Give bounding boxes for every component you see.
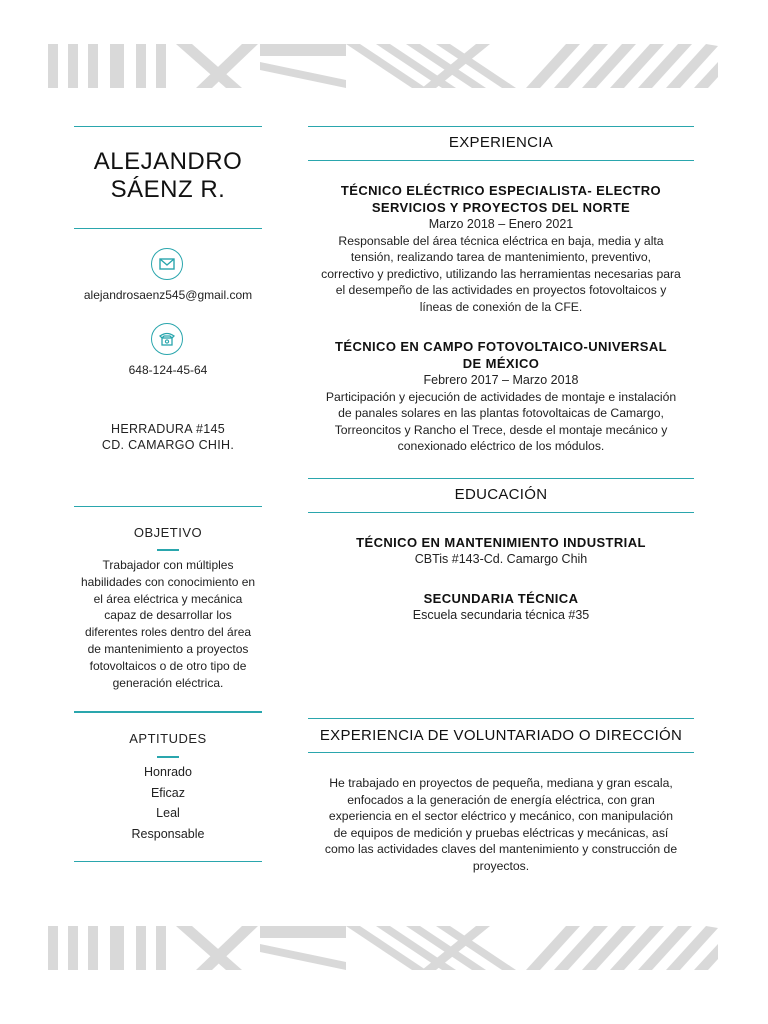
name-line-1: ALEJANDRO xyxy=(93,148,243,175)
objective-line: diferentes roles dentro del área xyxy=(84,625,252,640)
job-dates: Febrero 2017 – Marzo 2018 xyxy=(423,373,579,387)
phone-text[interactable]: 648-124-45-64 xyxy=(128,363,208,377)
education-entry xyxy=(308,534,694,568)
candidate-name xyxy=(74,148,262,204)
volunteer-line: experiencia en el sector eléctrico y mecánico, con manipulación xyxy=(328,809,674,824)
divider xyxy=(74,126,262,127)
objective-heading: OBJETIVO xyxy=(133,525,203,540)
skills-list xyxy=(74,762,262,844)
divider xyxy=(308,160,694,161)
divider xyxy=(74,861,262,862)
skill-item: Leal xyxy=(156,806,180,820)
job-desc-line: Participación y ejecución de actividades de montaje e instalación xyxy=(325,389,677,404)
experience-heading: EXPERIENCIA xyxy=(448,134,554,151)
job-entry xyxy=(308,182,694,315)
objective-line: generación eléctrica. xyxy=(112,675,224,690)
objective-line: fotovoltaicos o de otro tipo de xyxy=(89,658,247,673)
objective-line: de mantenimiento a proyectos xyxy=(87,641,249,656)
top-decorative-band xyxy=(46,44,718,88)
job-title-line: TÉCNICO EN CAMPO FOTOVOLTAICO-UNIVERSAL xyxy=(335,339,667,354)
divider xyxy=(74,711,262,713)
envelope-icon xyxy=(151,248,183,280)
education-title: SECUNDARIA TÉCNICA xyxy=(423,591,579,606)
objective-line: capaz de desarrollar los xyxy=(104,608,232,623)
volunteer-line: proyectos. xyxy=(472,858,530,873)
education-heading: EDUCACIÓN xyxy=(454,486,548,503)
job-dates: Marzo 2018 – Enero 2021 xyxy=(428,217,574,231)
heading-underline xyxy=(157,756,179,758)
name-line-2: SÁENZ R. xyxy=(110,176,226,203)
education-entry xyxy=(308,590,694,624)
job-desc-line: correctivo y predictivo, utilizando las herramientas necesarias para xyxy=(321,266,681,281)
job-title-line: SERVICIOS Y PROYECTOS DEL NORTE xyxy=(371,200,631,215)
objective-text xyxy=(74,557,262,691)
objective-line: el área eléctrica y mecánica xyxy=(93,591,243,606)
bottom-decorative-band xyxy=(46,926,718,970)
job-desc-line: tensión, realizando tarea de mantenimiento, preventivo, xyxy=(350,250,652,265)
volunteer-heading: EXPERIENCIA DE VOLUNTARIADO O DIRECCIÓN xyxy=(319,727,683,744)
heading-underline xyxy=(157,549,179,551)
job-desc-line: Torreoncitos y Rancho el Trece, desde el montaje mecánico y xyxy=(334,422,668,437)
objective-line: Trabajador con múltiples xyxy=(102,558,234,572)
divider xyxy=(308,512,694,513)
job-desc-line: líneas de conexión de la CFE. xyxy=(419,299,583,314)
job-title-line: DE MÉXICO xyxy=(462,356,540,371)
skills-heading: APTITUDES xyxy=(129,731,207,746)
divider xyxy=(74,228,262,229)
education-school: Escuela secundaria técnica #35 xyxy=(412,608,590,622)
objective-line: habilidades con conocimiento en xyxy=(80,574,256,589)
divider xyxy=(308,126,694,127)
skill-item: Responsable xyxy=(131,826,205,841)
volunteer-line: enfocados a la generación de energía eléctrica, con gran xyxy=(347,792,655,807)
skill-item: Eficaz xyxy=(150,785,186,800)
address-line-2: CD. CAMARGO CHIH. xyxy=(101,438,235,452)
address xyxy=(74,421,262,453)
divider xyxy=(308,752,694,753)
telephone-icon xyxy=(151,323,183,355)
job-desc-line: conexionado eléctrico de los módulos. xyxy=(397,439,605,454)
divider xyxy=(308,478,694,479)
job-desc-line: Responsable del área técnica eléctrica en baja, media y alta xyxy=(338,233,664,248)
divider xyxy=(74,506,262,507)
volunteer-line: de equipos de medición y pruebas eléctricas y mecánicas, así xyxy=(333,825,669,840)
job-title-line: TÉCNICO ELÉCTRICO ESPECIALISTA- ELECTRO xyxy=(340,183,662,198)
education-school: CBTis #143-Cd. Camargo Chih xyxy=(414,552,588,566)
email-text[interactable]: alejandrosaenz545@gmail.com xyxy=(83,288,253,302)
volunteer-text xyxy=(308,775,694,875)
job-desc-line: el desempeño de las actividades en proyectos fotovoltaicos y xyxy=(335,283,667,298)
volunteer-line: He trabajado en proyectos de pequeña, mediana y gran escala, xyxy=(329,776,673,790)
address-line-1: HERRADURA #145 xyxy=(111,422,225,436)
divider xyxy=(308,718,694,719)
job-desc-line: de panales solares en las plantas fotovoltaicas de Camargo, xyxy=(338,406,664,421)
volunteer-line: como las actividades claves del mantenimiento y construcción de xyxy=(324,842,678,857)
skill-item: Honrado xyxy=(144,765,192,779)
education-title: TÉCNICO EN MANTENIMIENTO INDUSTRIAL xyxy=(356,535,646,550)
job-entry xyxy=(308,338,694,455)
